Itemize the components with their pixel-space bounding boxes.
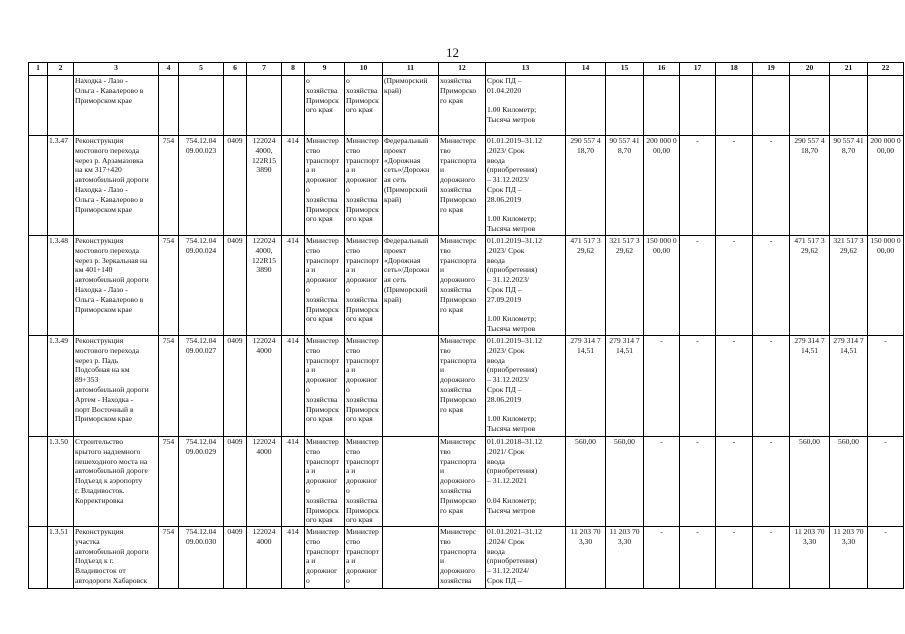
- table-cell: 01.01.2019–31.12 .2023/ Срок ввода (приобретения) – 31.12.2023/ Срок ПД – 27.09.2019 1.00 Километр; Тысяча метров: [486, 236, 566, 336]
- table-cell: [29, 437, 48, 527]
- table-cell: [224, 76, 247, 136]
- project-name: Реконструкция мостового перехода через р. Падь Подсобная на км 89+353 автомобильной дороги Артем - Находка - порт Восточный в Приморском крае: [74, 336, 159, 437]
- table-cell: 122024 4000: [247, 336, 282, 437]
- table-cell: [566, 76, 606, 136]
- table-cell: 414: [282, 437, 305, 527]
- amount-cell: -: [680, 136, 716, 236]
- table-cell: 754: [159, 136, 179, 236]
- table-cell: [716, 76, 753, 136]
- amount-cell: -: [753, 236, 790, 336]
- column-header: 2: [48, 63, 74, 76]
- amount-cell: 290 557 4 18,70: [790, 136, 830, 236]
- amount-cell: -: [716, 236, 753, 336]
- column-header: 6: [224, 63, 247, 76]
- amount-cell: 279 314 7 14,51: [790, 336, 830, 437]
- amount-cell: 11 203 70 3,30: [566, 527, 606, 589]
- amount-cell: -: [868, 336, 904, 437]
- table-cell: [29, 76, 48, 136]
- amount-cell: -: [680, 236, 716, 336]
- table-cell: 122024 4000, 122R15 3890: [247, 236, 282, 336]
- table-cell: Срок ПД – 01.04.2020 1.00 Километр; Тысяча метров: [486, 76, 566, 136]
- table-cell: Министер ство транспорт а и дорожног о хозяйства Приморск ого края: [345, 136, 383, 236]
- column-header: 5: [179, 63, 224, 76]
- table-cell: 754.12.04 09.00.030: [179, 527, 224, 589]
- table-cell: 754.12.04 09.00.023: [179, 136, 224, 236]
- table-cell: Министер ство транспорт а и дорожног о хозяйства Приморск ого края: [345, 236, 383, 336]
- table-cell: 754: [159, 437, 179, 527]
- column-header: 18: [716, 63, 753, 76]
- table-cell: [159, 76, 179, 136]
- amount-cell: -: [680, 336, 716, 437]
- amount-cell: -: [753, 437, 790, 527]
- amount-cell: 150 000 0 00,00: [868, 236, 904, 336]
- table-cell: Министерс тво транспорта и дорожного хозяйства: [439, 527, 486, 589]
- table-cell: Министерс тво транспорта и дорожного хозяйства Приморско го края: [439, 336, 486, 437]
- amount-cell: 11 203 70 3,30: [830, 527, 868, 589]
- table-cell: [282, 76, 305, 136]
- project-name: Строительство крытого надземного пешеходного моста на автомобильной дороге Подъезд к аэропорту г. Владивосток. Корректировка: [74, 437, 159, 527]
- column-header: 17: [680, 63, 716, 76]
- table-cell: Министерс тво транспорта и дорожного хозяйства Приморско го края: [439, 236, 486, 336]
- table-row: [29, 437, 904, 527]
- column-header: 1: [29, 63, 48, 76]
- amount-cell: 560,00: [830, 437, 868, 527]
- table-cell: 0409: [224, 437, 247, 527]
- row-number: 1.3.47: [48, 136, 74, 236]
- table-cell: Министерс тво транспорта и дорожного хозяйства Приморско го края: [439, 136, 486, 236]
- table-cell: 01.01.2019–31.12 .2023/ Срок ввода (приобретения) – 31.12.2023/ Срок ПД – 28.06.2019 1.00 Километр; Тысяча метров: [486, 136, 566, 236]
- table-cell: о хозяйства Приморск ого края: [345, 76, 383, 136]
- amount-cell: -: [680, 437, 716, 527]
- amount-cell: -: [753, 336, 790, 437]
- column-header: 12: [439, 63, 486, 76]
- table-cell: 0409: [224, 336, 247, 437]
- amount-cell: 471 517 3 29,62: [566, 236, 606, 336]
- amount-cell: 90 557 41 8,70: [606, 136, 644, 236]
- amount-cell: 279 314 7 14,51: [566, 336, 606, 437]
- column-header: 21: [830, 63, 868, 76]
- project-name: Реконструкция мостового перехода через р. Арзамазовка на км 317+420 автомобильной дороги Находка - Лазо - Ольга - Кавалерово в Приморском крае: [74, 136, 159, 236]
- amount-cell: 279 314 7 14,51: [830, 336, 868, 437]
- table-cell: Министер ство транспорт а и дорожног о: [345, 527, 383, 589]
- amount-cell: 290 557 4 18,70: [566, 136, 606, 236]
- table-cell: [644, 76, 680, 136]
- amount-cell: -: [716, 437, 753, 527]
- table-cell: 414: [282, 336, 305, 437]
- table-cell: Министерс тво транспорта и дорожного хозяйства Приморско го края: [439, 437, 486, 527]
- table-cell: [680, 76, 716, 136]
- table-cell: [753, 76, 790, 136]
- table-cell: [383, 437, 439, 527]
- table-cell: Министер ство транспорт а и дорожног о: [305, 527, 345, 589]
- table-cell: [29, 336, 48, 437]
- budget-table: [28, 62, 904, 589]
- table-cell: [383, 527, 439, 589]
- table-cell: [29, 527, 48, 589]
- table-row: [29, 236, 904, 336]
- table-cell: 122024 4000: [247, 527, 282, 589]
- table-cell: [830, 76, 868, 136]
- amount-cell: 560,00: [790, 437, 830, 527]
- table-row: [29, 527, 904, 589]
- table-cell: хозяйства Приморско го края: [439, 76, 486, 136]
- table-cell: 0409: [224, 527, 247, 589]
- amount-cell: -: [716, 527, 753, 589]
- table-cell: Министер ство транспорт а и дорожног о хозяйства Приморск ого края: [305, 136, 345, 236]
- table-cell: 754: [159, 336, 179, 437]
- amount-cell: -: [680, 527, 716, 589]
- column-header: 19: [753, 63, 790, 76]
- amount-cell: 200 000 0 00,00: [644, 136, 680, 236]
- table-cell: 754: [159, 236, 179, 336]
- table-cell: 754.12.04 09.00.029: [179, 437, 224, 527]
- column-header: 4: [159, 63, 179, 76]
- amount-cell: -: [644, 527, 680, 589]
- table-cell: Федеральный проект «Дорожная сеть»/Дорожн ая сеть (Приморский край): [383, 136, 439, 236]
- table-cell: 754.12.04 09.00.024: [179, 236, 224, 336]
- column-header: 7: [247, 63, 282, 76]
- row-number: 1.3.50: [48, 437, 74, 527]
- column-header: 8: [282, 63, 305, 76]
- table-cell: 414: [282, 527, 305, 589]
- amount-cell: 150 000 0 00,00: [644, 236, 680, 336]
- table-cell: 01.01.2018–31.12 .2021/ Срок ввода (приобретения) – 31.12.2021 0.04 Километр; Тысяча метров: [486, 437, 566, 527]
- column-header: 15: [606, 63, 644, 76]
- table-cell: 01.01.2021–31.12 .2024/ Срок ввода (приобретения) – 31.12.2024/ Срок ПД –: [486, 527, 566, 589]
- table-cell: 122024 4000: [247, 437, 282, 527]
- table-cell: Находка - Лазо - Ольга - Кавалерово в Приморском крае: [74, 76, 159, 136]
- table-cell: 0409: [224, 136, 247, 236]
- amount-cell: 560,00: [606, 437, 644, 527]
- amount-cell: -: [644, 336, 680, 437]
- row-number: 1.3.49: [48, 336, 74, 437]
- column-header: 22: [868, 63, 904, 76]
- table-cell: Министер ство транспорт а и дорожног о хозяйства Приморск ого края: [345, 336, 383, 437]
- table-row: [29, 336, 904, 437]
- table-cell: [868, 76, 904, 136]
- table-cell: Министер ство транспорт а и дорожног о хозяйства Приморск ого края: [305, 437, 345, 527]
- table-cell: Министер ство транспорт а и дорожног о хозяйства Приморск ого края: [345, 437, 383, 527]
- table-cell: о хозяйства Приморск ого края: [305, 76, 345, 136]
- table-cell: 122024 4000, 122R15 3890: [247, 136, 282, 236]
- table-cell: 01.01.2019–31.12 .2023/ Срок ввода (приобретения) – 31.12.2023/ Срок ПД – 28.06.2019 1.00 Километр; Тысяча метров: [486, 336, 566, 437]
- page-number: 12: [446, 45, 459, 60]
- amount-cell: 560,00: [566, 437, 606, 527]
- table-cell: Федеральный проект «Дорожная сеть»/Дорожн ая сеть (Приморский край): [383, 236, 439, 336]
- table-cell: (Приморский край): [383, 76, 439, 136]
- amount-cell: 11 203 70 3,30: [606, 527, 644, 589]
- table-cell: [179, 76, 224, 136]
- table-cell: 754: [159, 527, 179, 589]
- table-row: [29, 136, 904, 236]
- column-header: 13: [486, 63, 566, 76]
- amount-cell: -: [644, 437, 680, 527]
- amount-cell: 321 517 3 29,62: [606, 236, 644, 336]
- amount-cell: -: [868, 527, 904, 589]
- table-cell: [48, 76, 74, 136]
- column-header: 20: [790, 63, 830, 76]
- table-cell: [247, 76, 282, 136]
- row-number: 1.3.51: [48, 527, 74, 589]
- table-row: [29, 76, 904, 136]
- amount-cell: -: [716, 136, 753, 236]
- amount-cell: -: [868, 437, 904, 527]
- document-table-container: [28, 62, 904, 589]
- amount-cell: -: [753, 527, 790, 589]
- amount-cell: -: [716, 336, 753, 437]
- amount-cell: 11 203 70 3,30: [790, 527, 830, 589]
- table-cell: Министер ство транспорт а и дорожног о хозяйства Приморск ого края: [305, 236, 345, 336]
- table-cell: [29, 136, 48, 236]
- table-cell: 414: [282, 236, 305, 336]
- table-cell: [606, 76, 644, 136]
- column-header: 14: [566, 63, 606, 76]
- column-header: 10: [345, 63, 383, 76]
- header-row: [29, 63, 904, 76]
- table-cell: [790, 76, 830, 136]
- amount-cell: 90 557 41 8,70: [830, 136, 868, 236]
- column-header: 3: [74, 63, 159, 76]
- table-cell: [383, 336, 439, 437]
- amount-cell: 321 517 3 29,62: [830, 236, 868, 336]
- table-cell: 414: [282, 136, 305, 236]
- column-header: 16: [644, 63, 680, 76]
- amount-cell: 471 517 3 29,62: [790, 236, 830, 336]
- table-cell: [29, 236, 48, 336]
- amount-cell: 279 314 7 14,51: [606, 336, 644, 437]
- table-cell: Министер ство транспорт а и дорожног о хозяйства Приморск ого края: [305, 336, 345, 437]
- table-cell: 0409: [224, 236, 247, 336]
- project-name: Реконструкция участка автомобильной дороги Подъезд к г. Владивосток от автодороги Хабаровск: [74, 527, 159, 589]
- row-number: 1.3.48: [48, 236, 74, 336]
- amount-cell: 200 000 0 00,00: [868, 136, 904, 236]
- column-header: 9: [305, 63, 345, 76]
- project-name: Реконструкция мостового перехода через р. Зеркальная на км 401+140 автомобильной дороги Находка - Лазо - Ольга - Кавалерово в Приморском крае: [74, 236, 159, 336]
- column-header: 11: [383, 63, 439, 76]
- table-cell: 754.12.04 09.00.027: [179, 336, 224, 437]
- amount-cell: -: [753, 136, 790, 236]
